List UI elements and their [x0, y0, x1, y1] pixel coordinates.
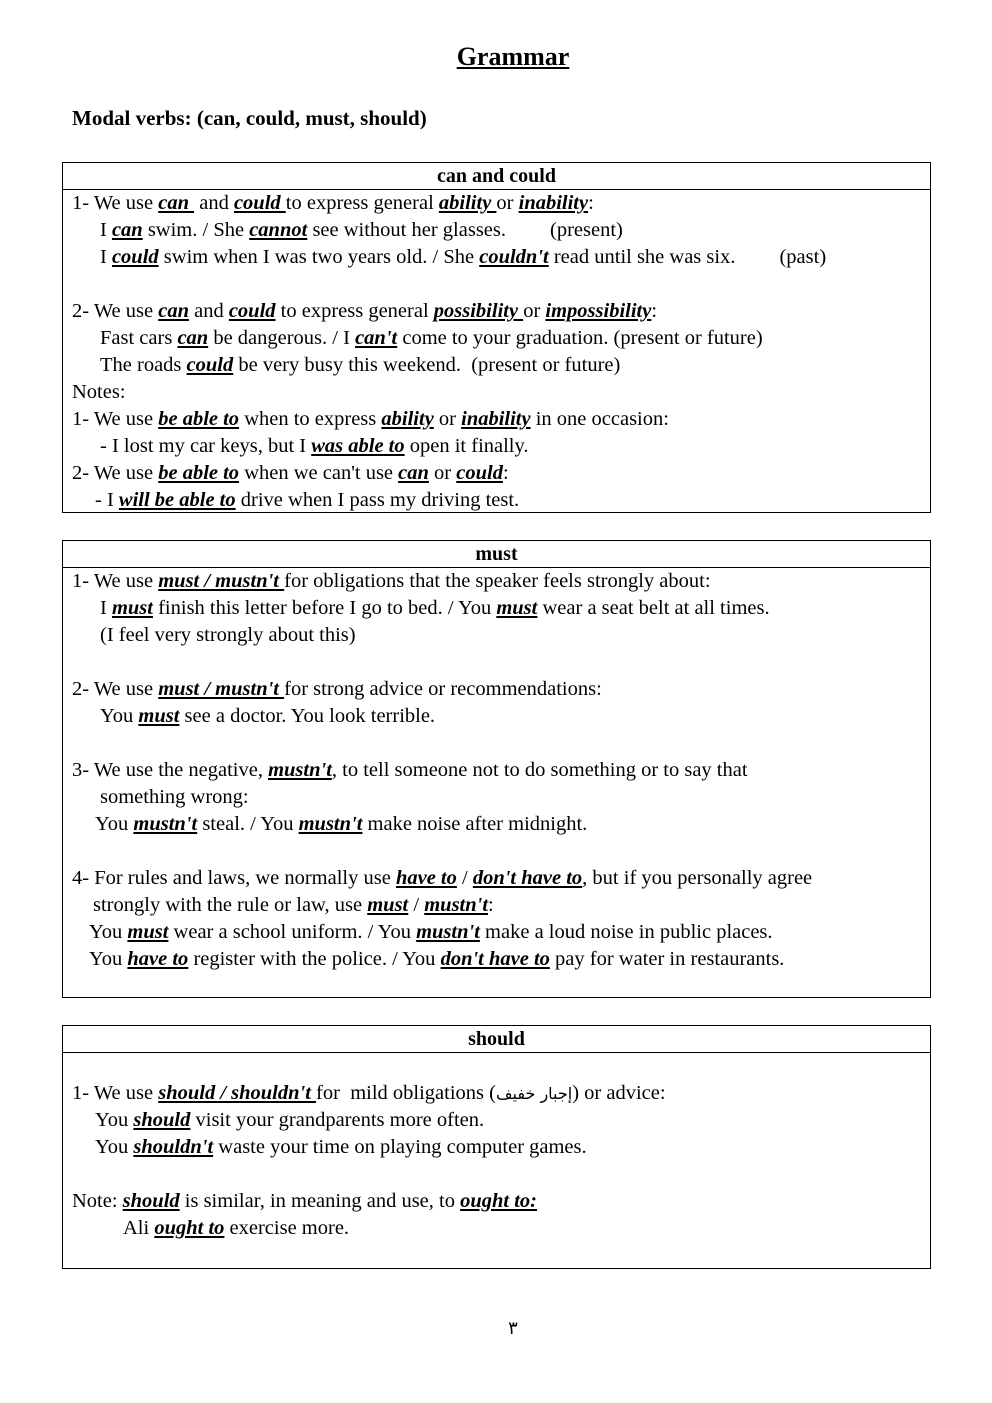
text-segment: strongly with the rule or law, use	[93, 894, 368, 916]
emphasized-term: must	[111, 597, 153, 619]
emphasized-term: mustn't	[416, 921, 480, 943]
emphasized-term: could	[456, 462, 503, 484]
text-segment: something wrong:	[100, 786, 249, 808]
text-segment: swim when I was two years old. / She	[158, 246, 480, 268]
emphasized-term: be able to	[158, 408, 240, 430]
text-segment: (I feel very strongly about this)	[100, 624, 356, 646]
emphasized-term: can	[158, 192, 195, 214]
emphasized-term: mustn't	[133, 813, 198, 835]
text-segment: see a doctor. You look terrible.	[179, 705, 436, 727]
text-segment: :	[651, 300, 658, 322]
box-content	[63, 568, 930, 973]
text-segment: for obligations that the speaker feels strongly about:	[284, 570, 711, 592]
box-content	[63, 190, 930, 514]
text-segment: to express general	[285, 192, 439, 214]
text-segment: open it finally.	[404, 435, 529, 457]
emphasized-term: could	[228, 300, 276, 322]
text-line	[63, 244, 930, 271]
blank-line	[63, 1161, 930, 1188]
text-segment: to express general	[275, 300, 434, 322]
text-segment: , to tell someone not to do something or to say that	[331, 759, 748, 781]
blank-line	[63, 271, 930, 298]
text-line	[63, 703, 930, 730]
emphasized-term: will be able to	[118, 489, 236, 511]
text-segment: be very busy this weekend. (present or future)	[233, 354, 621, 376]
emphasized-term: could	[233, 192, 286, 214]
text-line	[63, 1215, 930, 1242]
text-segment: make noise after midnight.	[362, 813, 588, 835]
text-segment: be dangerous. / I	[208, 327, 356, 349]
text-line	[63, 190, 930, 217]
emphasized-term: mustn't	[298, 813, 363, 835]
must-box	[62, 540, 931, 998]
emphasized-term: must	[127, 921, 169, 943]
text-segment: 2- We use	[72, 300, 159, 322]
text-segment: 1- We use	[72, 192, 159, 214]
text-line	[63, 298, 930, 325]
text-segment: swim. / She	[142, 219, 250, 241]
text-segment: is similar, in meaning and use, to	[179, 1190, 461, 1212]
text-segment: Fast cars	[100, 327, 178, 349]
text-line	[63, 325, 930, 352]
text-line	[63, 217, 930, 244]
page-number: ٣	[508, 1318, 518, 1339]
text-segment: in one occasion:	[530, 408, 669, 430]
emphasized-term: ability	[381, 408, 434, 430]
emphasized-term: can	[111, 219, 143, 241]
blank-line	[63, 1053, 930, 1080]
text-line	[63, 946, 930, 973]
emphasized-term: mustn't	[424, 894, 489, 916]
text-segment: :	[502, 462, 509, 484]
box-heading: should	[63, 1026, 930, 1053]
text-line	[63, 1134, 930, 1161]
emphasized-term: was able to	[311, 435, 405, 457]
text-line	[63, 757, 930, 784]
text-segment: ) or advice:	[572, 1082, 666, 1104]
tense-note: (present)	[550, 219, 623, 241]
text-line	[63, 595, 930, 622]
text-segment: I	[100, 246, 112, 268]
text-segment: , but if you personally agree	[582, 867, 813, 889]
emphasized-term: can't	[355, 327, 398, 349]
text-segment: read until she was six.	[548, 246, 736, 268]
text-segment: :	[488, 894, 494, 916]
text-line	[63, 811, 930, 838]
text-segment: see without her glasses.	[307, 219, 507, 241]
emphasized-term: should	[122, 1190, 180, 1212]
can-could-box	[62, 162, 931, 513]
text-line	[63, 784, 930, 811]
text-line	[63, 352, 930, 379]
text-line	[63, 433, 930, 460]
blank-line	[63, 730, 930, 757]
text-segment: finish this letter before I go to bed. / You	[152, 597, 497, 619]
text-segment: You	[100, 705, 139, 727]
box-heading: must	[63, 541, 930, 568]
text-segment: for mild obligations (	[316, 1082, 496, 1104]
text-segment: I	[100, 597, 112, 619]
should-box	[62, 1025, 931, 1269]
text-segment: come to your graduation. (present or future)	[397, 327, 763, 349]
blank-line	[63, 838, 930, 865]
text-segment: when to express	[239, 408, 382, 430]
emphasized-term: cannot	[249, 219, 308, 241]
emphasized-term: mustn't	[268, 759, 332, 781]
text-segment: register with the police. / You	[188, 948, 441, 970]
emphasized-term: could	[111, 246, 159, 268]
text-segment: 3- We use the negative,	[72, 759, 269, 781]
text-segment: and	[194, 192, 234, 214]
section-subtitle: Modal verbs: (can, could, must, should)	[72, 106, 427, 130]
text-segment: Notes:	[72, 381, 126, 403]
text-line	[63, 487, 930, 514]
emphasized-term: ought to	[154, 1217, 225, 1239]
text-segment: - I lost my car keys, but I	[100, 435, 312, 457]
text-segment: visit your grandparents more often.	[190, 1109, 485, 1131]
emphasized-term: impossibility	[545, 300, 652, 322]
emphasized-term: have to	[395, 867, 457, 889]
blank-line	[63, 649, 930, 676]
text-line	[63, 1188, 930, 1215]
text-segment: 1- We use	[72, 1082, 159, 1104]
emphasized-term: be able to	[158, 462, 240, 484]
box-content	[63, 1053, 930, 1242]
text-segment: or	[433, 408, 462, 430]
text-segment: and	[188, 300, 229, 322]
text-segment: exercise more.	[224, 1217, 350, 1239]
emphasized-term: should	[133, 1109, 191, 1131]
emphasized-term: could	[186, 354, 234, 376]
emphasized-term: inability	[461, 408, 531, 430]
text-segment: or	[523, 300, 546, 322]
emphasized-term: must	[367, 894, 409, 916]
emphasized-term: can	[398, 462, 429, 484]
text-segment: You	[95, 813, 134, 835]
text-segment: make a loud noise in public places.	[479, 921, 773, 943]
text-line	[63, 406, 930, 433]
text-segment: for strong advice or recommendations:	[284, 678, 602, 700]
emphasized-term: can	[158, 300, 189, 322]
text-line	[63, 676, 930, 703]
text-segment: /	[408, 894, 425, 916]
text-segment: You	[89, 921, 128, 943]
emphasized-term: must	[138, 705, 180, 727]
text-segment: steal. / You	[197, 813, 299, 835]
emphasized-term: ability	[438, 192, 497, 214]
arabic-gloss: إجبار خفيف	[495, 1084, 573, 1103]
text-line	[63, 622, 930, 649]
emphasized-term: don't have to	[440, 948, 550, 970]
emphasized-term: must / mustn't	[158, 570, 285, 592]
text-segment: pay for water in restaurants.	[549, 948, 785, 970]
text-line	[63, 568, 930, 595]
text-segment: You	[95, 1109, 134, 1131]
page-title: Grammar	[456, 42, 570, 71]
text-segment: 2- We use	[72, 678, 159, 700]
text-line	[63, 460, 930, 487]
text-segment: or	[496, 192, 519, 214]
text-line	[63, 919, 930, 946]
text-segment: You	[95, 1136, 134, 1158]
text-segment: - I	[95, 489, 119, 511]
text-segment: 1- We use	[72, 408, 159, 430]
emphasized-term: possibility	[433, 300, 524, 322]
text-segment: waste your time on playing computer games.	[213, 1136, 587, 1158]
text-segment: 1- We use	[72, 570, 159, 592]
text-segment: :	[588, 192, 594, 214]
text-line	[63, 892, 930, 919]
text-segment: 2- We use	[72, 462, 159, 484]
text-segment: drive when I pass my driving test.	[235, 489, 520, 511]
emphasized-term: must / mustn't	[158, 678, 285, 700]
text-segment: 4- For rules and laws, we normally use	[72, 867, 396, 889]
tense-note: (past)	[779, 246, 827, 268]
text-line	[63, 865, 930, 892]
emphasized-term: must	[496, 597, 538, 619]
box-heading: can and could	[63, 163, 930, 190]
text-segment: wear a seat belt at all times.	[537, 597, 770, 619]
text-segment: Note:	[72, 1190, 123, 1212]
emphasized-term: don't have to	[472, 867, 583, 889]
emphasized-term: should / shouldn't	[158, 1082, 317, 1104]
text-segment: The roads	[100, 354, 187, 376]
text-segment: /	[456, 867, 473, 889]
text-segment: when we can't use	[239, 462, 399, 484]
emphasized-term: can	[177, 327, 209, 349]
text-segment: wear a school uniform. / You	[168, 921, 417, 943]
text-segment: Ali	[123, 1217, 155, 1239]
emphasized-term: have to	[127, 948, 189, 970]
emphasized-term: shouldn't	[133, 1136, 214, 1158]
emphasized-term: couldn't	[479, 246, 549, 268]
text-segment: or	[428, 462, 457, 484]
emphasized-term: inability	[518, 192, 589, 214]
text-line	[63, 1107, 930, 1134]
text-segment: You	[89, 948, 128, 970]
text-line	[63, 1080, 930, 1107]
emphasized-term: ought to:	[460, 1190, 538, 1212]
text-line	[63, 379, 930, 406]
text-segment: I	[100, 219, 112, 241]
